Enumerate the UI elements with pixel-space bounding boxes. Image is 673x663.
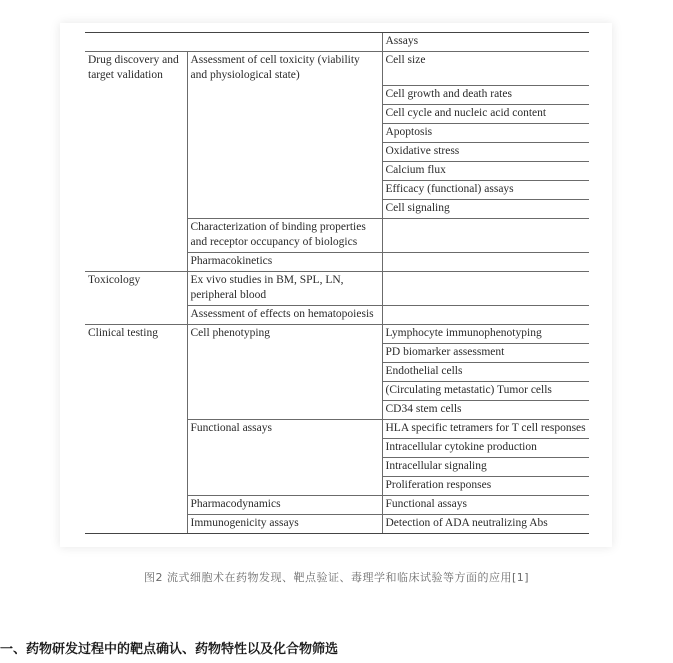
table-row: [85, 252, 589, 271]
table-cell-c2: [187, 199, 382, 218]
table-cell-c2: [187, 123, 382, 142]
table-cell-c2: Characterization of binding properties and receptor occupancy of biologics: [187, 218, 382, 252]
table-cell-c2: Cell phenotyping: [187, 324, 382, 343]
table-cell-c2: [187, 104, 382, 123]
table-cell-c2: [187, 381, 382, 400]
table-cell-c1: [85, 142, 187, 161]
table-cell-c1: [85, 362, 187, 381]
table-cell-c3: HLA specific tetramers for T cell responses: [382, 419, 589, 438]
table-cell-c2: [187, 438, 382, 457]
table-cell-c2: [187, 142, 382, 161]
table-body: [85, 52, 589, 534]
table-cell-c1: [85, 85, 187, 104]
table-cell-c3: Cell size: [382, 52, 589, 86]
table-cell-c3: Detection of ADA neutralizing Abs: [382, 514, 589, 533]
table-cell-c3: Calcium flux: [382, 161, 589, 180]
table-cell-c3: PD biomarker assessment: [382, 343, 589, 362]
table-cell-c1: [85, 123, 187, 142]
table-row: [85, 52, 589, 86]
table-cell-c1: [85, 252, 187, 271]
table-cell-c2: [187, 400, 382, 419]
figure-table-card: [60, 23, 612, 547]
table-cell-c2: [187, 343, 382, 362]
table-cell-c2: Functional assays: [187, 419, 382, 438]
table-cell-c1: [85, 180, 187, 199]
table-row: [85, 362, 589, 381]
table-cell-c3: Oxidative stress: [382, 142, 589, 161]
table-row: [85, 161, 589, 180]
table-row: [85, 400, 589, 419]
table-row: [85, 218, 589, 252]
table-row: [85, 305, 589, 324]
table-cell-c2: Immunogenicity assays: [187, 514, 382, 533]
table-cell-c2: Pharmacodynamics: [187, 495, 382, 514]
table-cell-c1: [85, 495, 187, 514]
table-cell-c1: Clinical testing: [85, 324, 187, 343]
table-cell-c1: Toxicology: [85, 271, 187, 305]
table-cell-c1: [85, 343, 187, 362]
table-cell-c3: Functional assays: [382, 495, 589, 514]
header-assays: Assays: [382, 33, 589, 52]
table-cell-c3: (Circulating metastatic) Tumor cells: [382, 381, 589, 400]
table-cell-c1: [85, 419, 187, 438]
table-cell-c1: [85, 305, 187, 324]
table-cell-c2: Assessment of effects on hematopoiesis: [187, 305, 382, 324]
table-row: [85, 324, 589, 343]
table-row: [85, 142, 589, 161]
table-cell-c3: Apoptosis: [382, 123, 589, 142]
table-cell-c1: [85, 438, 187, 457]
table-cell-c1: [85, 104, 187, 123]
flow-cytometry-applications-table: [85, 32, 589, 534]
table-cell-c3: Lymphocyte immunophenotyping: [382, 324, 589, 343]
section-heading: 一、药物研发过程中的靶点确认、药物特性以及化合物筛选: [0, 642, 339, 657]
table-cell-c2: [187, 476, 382, 495]
table-cell-c3: [382, 252, 589, 271]
table-cell-c3: [382, 271, 589, 305]
table-cell-c3: Intracellular signaling: [382, 457, 589, 476]
table-row: [85, 495, 589, 514]
table-cell-c1: Drug discovery and target validation: [85, 52, 187, 86]
table-cell-c3: Endothelial cells: [382, 362, 589, 381]
table-row: [85, 514, 589, 533]
table-row: [85, 343, 589, 362]
table-row: [85, 476, 589, 495]
table-cell-c2: [187, 457, 382, 476]
table-cell-c2: Pharmacokinetics: [187, 252, 382, 271]
table-row: [85, 381, 589, 400]
table-cell-c3: Cell growth and death rates: [382, 85, 589, 104]
table-cell-c1: [85, 161, 187, 180]
table-cell-c1: [85, 218, 187, 252]
table-cell-c1: [85, 199, 187, 218]
header-empty-cell: [187, 33, 382, 52]
table-cell-c3: Cell cycle and nucleic acid content: [382, 104, 589, 123]
table-cell-c1: [85, 514, 187, 533]
table-cell-c3: CD34 stem cells: [382, 400, 589, 419]
table-cell-c3: Efficacy (functional) assays: [382, 180, 589, 199]
table-cell-c1: [85, 400, 187, 419]
table-row: [85, 457, 589, 476]
table-row: [85, 199, 589, 218]
table-cell-c2: [187, 362, 382, 381]
table-header-row: [85, 33, 589, 52]
table-cell-c2: Assessment of cell toxicity (viability and physiological state): [187, 52, 382, 86]
table-cell-c3: [382, 305, 589, 324]
table-cell-c2: [187, 161, 382, 180]
table-cell-c1: [85, 381, 187, 400]
table-cell-c2: [187, 180, 382, 199]
table-row: [85, 123, 589, 142]
table-row: [85, 271, 589, 305]
table-cell-c2: Ex vivo studies in BM, SPL, LN, peripheral blood: [187, 271, 382, 305]
table-cell-c3: [382, 218, 589, 252]
table-row: [85, 180, 589, 199]
table-cell-c3: Cell signaling: [382, 199, 589, 218]
table-row: [85, 419, 589, 438]
table-row: [85, 104, 589, 123]
table-cell-c1: [85, 476, 187, 495]
table-cell-c2: [187, 85, 382, 104]
table-cell-c1: [85, 457, 187, 476]
table-row: [85, 438, 589, 457]
figure-caption: 图2 流式细胞术在药物发现、靶点验证、毒理学和临床试验等方面的应用[1]: [143, 571, 530, 584]
table-cell-c3: Intracellular cytokine production: [382, 438, 589, 457]
table-row: [85, 85, 589, 104]
header-empty-cell: [85, 33, 187, 52]
table-cell-c3: Proliferation responses: [382, 476, 589, 495]
